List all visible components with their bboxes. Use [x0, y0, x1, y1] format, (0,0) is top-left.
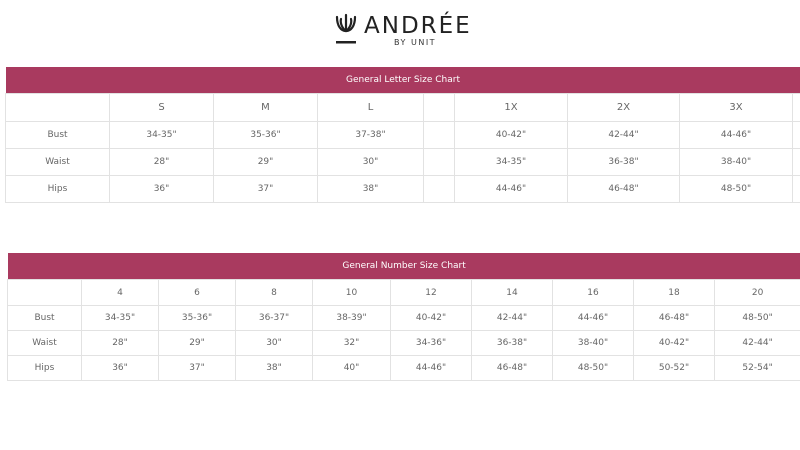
number-chart-title: General Number Size Chart [8, 253, 800, 280]
tulip-logo-icon [333, 12, 359, 46]
table-cell: 44-46" [553, 306, 634, 331]
table-cell: 36-37" [236, 306, 313, 331]
table-cell: 50-52" [634, 356, 715, 381]
table-cell [424, 149, 455, 176]
number-col-header: 6 [159, 280, 236, 306]
number-col-header: 16 [553, 280, 634, 306]
table-cell: 42-44" [715, 331, 800, 356]
number-col-header [8, 280, 82, 306]
brand-logo[interactable] [0, 10, 800, 50]
table-row [6, 176, 800, 203]
letter-header-row [6, 94, 800, 122]
table-cell: 40-42" [391, 306, 472, 331]
number-header-row [8, 280, 800, 306]
table-cell: 38" [236, 356, 313, 381]
brand-name: ANDRÉE [364, 13, 472, 39]
table-cell: 32" [313, 331, 391, 356]
table-cell: 34-35" [82, 306, 159, 331]
table-cell: 30" [236, 331, 313, 356]
letter-col-header [793, 94, 800, 122]
table-cell: 46-48" [472, 356, 553, 381]
table-cell: 38-40" [553, 331, 634, 356]
table-row [6, 149, 800, 176]
table-cell: 30" [318, 149, 424, 176]
table-cell: 34-36" [391, 331, 472, 356]
table-cell: 36" [110, 176, 214, 203]
table-cell: 40" [313, 356, 391, 381]
table-cell: 38-40" [680, 149, 793, 176]
table-cell: 46-48" [634, 306, 715, 331]
number-col-header: 12 [391, 280, 472, 306]
table-cell: 37" [159, 356, 236, 381]
table-cell: 34-35" [110, 122, 214, 149]
letter-size-chart [5, 67, 800, 203]
table-row [8, 306, 800, 331]
table-cell: 40-42" [634, 331, 715, 356]
letter-col-header: S [110, 94, 214, 122]
table-cell: 42-44" [472, 306, 553, 331]
table-cell: 40-42" [455, 122, 568, 149]
row-label: Waist [6, 149, 110, 176]
table-cell: 44-46" [680, 122, 793, 149]
table-cell: 29" [214, 149, 318, 176]
table-cell: 44-46" [455, 176, 568, 203]
number-col-header: 14 [472, 280, 553, 306]
letter-chart-title: General Letter Size Chart [6, 67, 800, 94]
table-row [6, 122, 800, 149]
table-row [8, 331, 800, 356]
row-label: Bust [6, 122, 110, 149]
table-cell [424, 122, 455, 149]
row-label: Waist [8, 331, 82, 356]
number-col-header: 10 [313, 280, 391, 306]
letter-col-header: 3X [680, 94, 793, 122]
table-cell [793, 176, 800, 203]
letter-col-header [424, 94, 455, 122]
table-cell: 29" [159, 331, 236, 356]
letter-col-header: 2X [568, 94, 680, 122]
number-col-header: 20 [715, 280, 800, 306]
row-label: Hips [6, 176, 110, 203]
number-col-header: 8 [236, 280, 313, 306]
table-cell: 35-36" [214, 122, 318, 149]
table-row [8, 356, 800, 381]
table-cell: 35-36" [159, 306, 236, 331]
number-size-chart [7, 253, 800, 381]
row-label: Hips [8, 356, 82, 381]
table-cell: 52-54" [715, 356, 800, 381]
table-cell: 34-35" [455, 149, 568, 176]
table-cell: 44-46" [391, 356, 472, 381]
table-cell [793, 122, 800, 149]
table-cell: 36-38" [472, 331, 553, 356]
table-cell: 28" [110, 149, 214, 176]
table-cell: 38-39" [313, 306, 391, 331]
letter-col-header: 1X [455, 94, 568, 122]
table-cell: 48-50" [715, 306, 800, 331]
number-col-header: 4 [82, 280, 159, 306]
letter-col-header: M [214, 94, 318, 122]
brand-subtitle: BY UNIT [394, 38, 437, 47]
table-cell: 36" [82, 356, 159, 381]
table-cell: 46-48" [568, 176, 680, 203]
row-label: Bust [8, 306, 82, 331]
letter-col-header [6, 94, 110, 122]
table-cell: 42-44" [568, 122, 680, 149]
table-cell [793, 149, 800, 176]
table-cell: 37" [214, 176, 318, 203]
table-cell: 37-38" [318, 122, 424, 149]
table-cell: 28" [82, 331, 159, 356]
table-cell [424, 176, 455, 203]
number-col-header: 18 [634, 280, 715, 306]
table-cell: 48-50" [553, 356, 634, 381]
table-cell: 48-50" [680, 176, 793, 203]
table-cell: 36-38" [568, 149, 680, 176]
table-cell: 38" [318, 176, 424, 203]
letter-col-header: L [318, 94, 424, 122]
